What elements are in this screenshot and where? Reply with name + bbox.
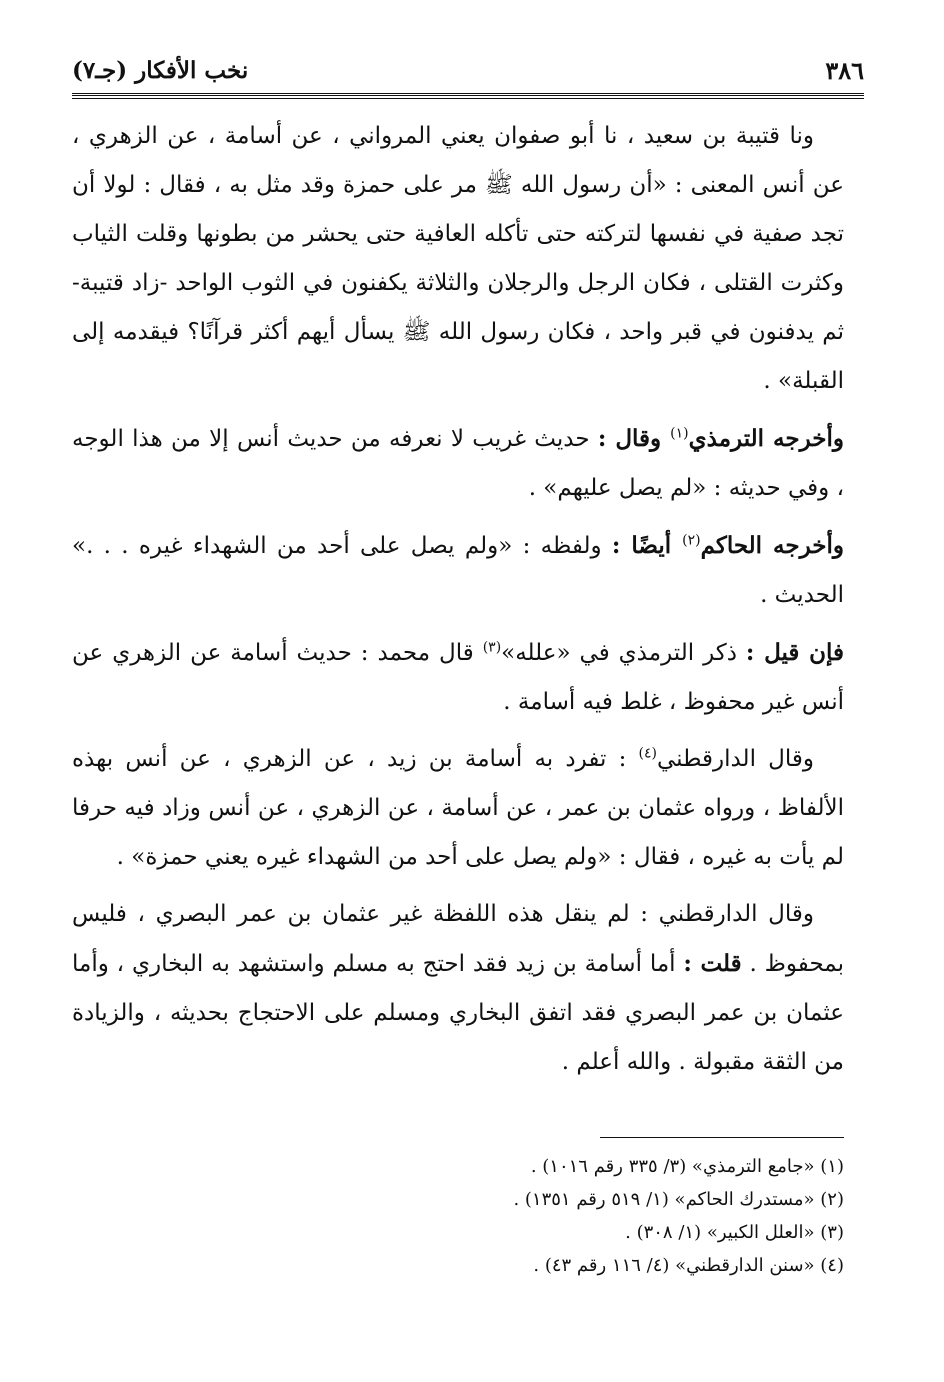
header-rule [72, 93, 864, 99]
footnote-ref-1: (١) [670, 425, 689, 442]
paragraph-2 [72, 414, 844, 513]
paragraph-4-lead: فإن قيل : [745, 639, 844, 666]
running-title: نخب الأفكار (جـ٧) [72, 56, 249, 84]
paragraph-4-text2: قال محمد : حديث أسامة عن الزهري عن أنس غير محفوظ ، غلط فيه أسامة . [72, 640, 844, 715]
paragraph-6-text1: وقال الدارقطني : لم ينقل هذه اللفظة غير عثمان بن عمر البصري ، فليس بمحفوظ . [72, 901, 844, 977]
paragraph-5-text2: : تفرد به أسامة بن زيد ، عن الزهري ، عن أنس بهذه الألفاظ ، ورواه عثمان بن عمر ، عن أسامة ، عن الزهري ، عن أنس وزاد فيه حرفا لم يأت به غيره ، فقال : «ولم يصل على أحد من الشهداء غيره يعني حمزة» . [72, 746, 844, 870]
paragraph-2-text: حديث غريب لا نعرفه من حديث أنس إلا من هذا الوجه ، وفي حديثه : «لم يصل عليهم» . [72, 426, 844, 501]
footnote-3: (٣) «العلل الكبير» (١/ ٣٠٨) . [625, 1222, 844, 1243]
paragraph-3-lead2: أيضًا : [611, 532, 683, 559]
page-number: ٣٨٦ [825, 55, 864, 85]
footnotes [72, 1150, 844, 1282]
paragraph-3 [72, 521, 844, 620]
paragraph-1 [72, 112, 844, 406]
footnote-ref-2: (٢) [682, 532, 701, 549]
paragraph-6-text2: أما أسامة بن زيد فقد احتج به مسلم واستشهد به البخاري ، وأما عثمان بن عمر البصري فقد اتفق البخاري ومسلم على الاحتجاج بحديثه ، والزيادة من الثقة مقبولة . والله أعلم . [72, 951, 844, 1075]
footnote-1: (١) «جامع الترمذي» (٣/ ٣٣٥ رقم ١٠١٦) . [530, 1156, 844, 1177]
footnote-rule [600, 1137, 844, 1138]
paragraph-4-text1: ذكر الترمذي في «علله» [501, 640, 746, 666]
paragraph-5 [72, 735, 844, 882]
footnote-4: (٤) «سنن الدارقطني» (٤/ ١١٦ رقم ٤٣) . [533, 1255, 844, 1276]
paragraph-6 [72, 890, 844, 1087]
page-header [72, 50, 864, 90]
paragraph-1-text: ونا قتيبة بن سعيد ، نا أبو صفوان يعني المرواني ، عن أسامة ، عن الزهري ، عن أنس المعنى : «أن رسول الله ﷺ مر على حمزة وقد مثل به ، فقال : لولا أن تجد صفية في نفسها لتركته حتى تأكله العافية حتى يحشر من بطونها وقلت الثياب وكثرت القتلى ، فكان الرجل والرجلان والثلاثة يكفنون في الثوب الواحد -زاد قتيبة- ثم يدفنون في قبر واحد ، فكان رسول الله ﷺ يسأل أيهم أكثر قرآنًا؟ فيقدمه إلى القبلة» . [72, 123, 844, 394]
footnote-ref-4: (٤) [638, 745, 658, 762]
paragraph-2-lead2: وقال : [597, 425, 671, 452]
paragraph-4 [72, 628, 844, 727]
paragraph-3-lead: وأخرجه الحاكم [700, 532, 845, 559]
paragraph-5-text1: وقال الدارقطني [657, 746, 814, 772]
paragraph-2-lead: وأخرجه الترمذي [688, 425, 844, 452]
footnote-ref-3: (٣) [482, 639, 502, 656]
main-text [72, 112, 844, 1095]
footnote-2: (٢) «مستدرك الحاكم» (١/ ٥١٩ رقم ١٣٥١) . [513, 1189, 844, 1210]
paragraph-3-text: ولفظه : «ولم يصل على أحد من الشهداء غيره . . .» الحديث . [72, 533, 844, 608]
paragraph-6-lead: قلت : [683, 950, 742, 977]
